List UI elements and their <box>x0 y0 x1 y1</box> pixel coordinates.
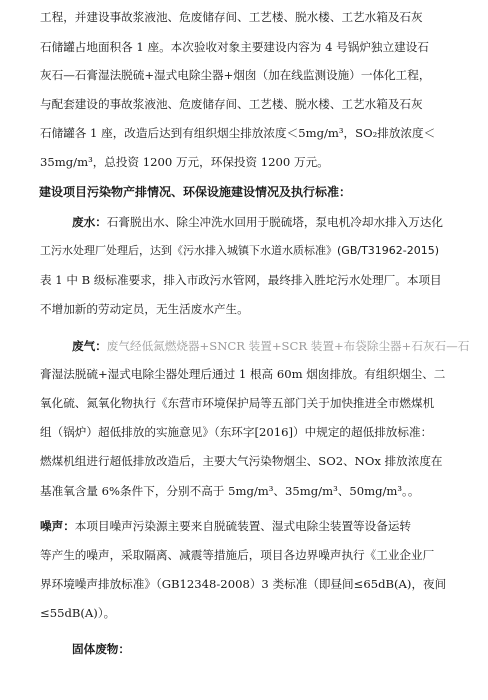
exhaust-paragraph-line-5: 燃煤机组进行超低排放改造后，主要大气污染物烟尘、SO2、NOx 排放浓度在 <box>40 454 443 468</box>
text-line-2: 石储罐占地面积各 1 座。本次验收对象主要建设内容为 4 号锅炉独立建设石 <box>40 40 429 54</box>
wastewater-paragraph-line-1: 废水：石膏脱出水、除尘冲洗水回用于脱硫塔，泵电机冷却水排入万达化 <box>72 215 444 229</box>
solid-waste-label: 固体废物： <box>72 642 130 656</box>
exhaust-paragraph-line-1: 废气：废气经低氮燃烧器+SNCR 装置+SCR 装置+布袋除尘器+石灰石—石 <box>72 339 470 353</box>
text-line-3: 灰石—石膏湿法脱硫+湿式电除尘器+烟囱（加在线监测设施）一体化工程， <box>40 68 431 82</box>
exhaust-paragraph-line-6: 基准氧含量 6%条件下，分别不高于 5mg/m³、35mg/m³、50mg/m³。。 <box>40 484 420 498</box>
text-line-1: 工程，并建设事故浆液池、危废储存间、工艺楼、脱水楼、工艺水箱及石灰 <box>40 10 423 24</box>
solid-waste-heading <box>72 639 488 659</box>
text-line-5: 石储罐各 1 座，改造后达到有组织烟尘排放浓度＜5mg/m³，SO₂排放浓度＜ <box>40 126 436 140</box>
noise-paragraph-line-2: 等产生的噪声，采取隔离、减震等措施后，项目各边界噪声执行《工业企业厂 <box>40 548 435 562</box>
text-line-6: 35mg/m³，总投资 1200 万元，环保投资 1200 万元。 <box>40 155 329 169</box>
wastewater-paragraph-line-2: 工污水处理厂处理后，达到《污水排入城镇下水道水质标准》(GB/T31962-2015) <box>40 244 440 257</box>
exhaust-paragraph-line-4: 组（锅炉）超低排放的实施意见》（东环字[2016]）中规定的超低排放标准： <box>40 425 433 439</box>
noise-label: 噪声： <box>40 519 75 533</box>
exhaust-label: 废气： <box>72 339 107 353</box>
noise-paragraph-line-1: 噪声：本项目噪声污染源主要来自脱硫装置、湿式电除尘装置等设备运转 <box>40 519 412 533</box>
section-heading: 建设项目污染物产排情况、环保设施建设情况及执行标准： <box>39 185 352 199</box>
noise-paragraph-line-3: 界环境噪声排放标准》（GB12348-2008）3 类标准（即昼间≤65dB(A)，夜间 <box>40 577 447 591</box>
wastewater-paragraph-line-4: 不增加新的劳动定员，无生活废水产生。 <box>40 302 249 316</box>
noise-paragraph-line-4: ≤55dB(A)）。 <box>40 606 116 620</box>
text-line-4: 与配套建设的事故浆液池、危废储存间、工艺楼、脱水楼、工艺水箱及石灰 <box>40 97 423 111</box>
wastewater-label: 废水： <box>72 215 107 229</box>
wastewater-paragraph-line-3: 表 1 中 B 级标准要求，排入市政污水管网，最终排入胜坨污水处理厂。本项目 <box>40 273 442 287</box>
exhaust-paragraph-line-3: 氧化硫、氮氧化物执行《东营市环境保护局等五部门关于加快推进全市燃煤机 <box>40 396 435 410</box>
exhaust-paragraph-line-2: 膏湿法脱硫+湿式电除尘器处理后通过 1 根高 60m 烟囱排放。有组织烟尘、二 <box>40 367 446 381</box>
